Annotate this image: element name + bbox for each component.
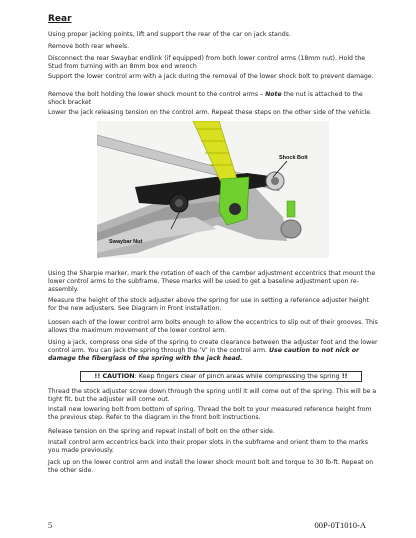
caution-label: CAUTION: [102, 372, 135, 380]
rear-suspension-photo: [97, 121, 329, 258]
caution-box: [80, 371, 362, 382]
step-remove-shock-bolt-note: the nut is attached to the shock bracket: [48, 91, 363, 107]
step-thread-stock-adjuster: Thread the stock adjuster screw down through the spring until it will come out of the spring. This will be a tight fit, but the adjuster will come out.: [48, 388, 377, 404]
compress-step-text: Using a jack, compress one side of the spring to create clearance between the adjuster foot and the lower control arm. You can jack the spring through the ‘V’ in the control arm.: [48, 339, 378, 355]
step-install-lowering-bolt: Install new lowering bolt from bottom of spring. Thread the bolt to your measured reference height from the previous step. Refer to the diagram in the front bolt instructions.: [48, 406, 372, 422]
step-disconnect-swaybar: Disconnect the rear Swaybar endlink (if equipped) from both lower control arms (18mm nut). Hold the Stud from turning with an 8mm box end wrench: [48, 55, 366, 71]
step-compress-spring: [48, 339, 378, 363]
step-install-shock-bolt: Jack up on the lower control arm and install the lower shock mount bolt and torque to 30 lb-ft. Repeat on the other side.: [48, 459, 374, 475]
step-release-tension: Release tension on the spring and repeat install of bolt on the other side.: [48, 428, 275, 435]
step-lower-jack: Lower the jack releasing tension on the control arm. Repeat these steps on the other side of the vehicle.: [48, 109, 372, 116]
green-shock-mount: [219, 177, 249, 225]
caution-suffix: !!: [341, 372, 348, 380]
ball-joint-body: [281, 220, 301, 238]
note-label: Note: [265, 91, 282, 98]
step-remove-wheels: Remove both rear wheels.: [48, 43, 130, 50]
step-install-eccentrics: Install control arm eccentrics back into their proper slots in the subframe and orient them to the marks you made previously.: [48, 439, 368, 455]
step-remove-shock-bolt-text: Remove the bolt holding the lower shock mount to the control arms –: [48, 91, 266, 98]
compress-step-warning: Use caution to not nick or damage the fiberglass of the spring with the jack head.: [48, 347, 360, 363]
swaybar-nut-hardware: [175, 199, 183, 207]
step-measure-adjuster: Measure the height of the stock adjuster above the spring for use in setting a reference adjuster height for the new adjusters. See Diagram in Front installation.: [48, 297, 369, 313]
shock-bolt-center: [271, 177, 279, 185]
page-number: 5: [48, 520, 53, 530]
step-jacking-points: Using proper jacking points, lift and support the rear of the car on jack stands.: [48, 31, 291, 38]
section-title: Rear: [48, 14, 72, 24]
caution-prefix: !!: [94, 372, 103, 380]
caution-text: : Keep fingers clear of pinch areas while compressing the spring: [134, 372, 342, 380]
shock-bolt-label: Shock Bolt: [279, 155, 308, 161]
step-loosen-bolts: Loosen each of the lower control arm bolts enough to allow the eccentrics to slip out of their grooves. This allows the maximum movement of the lower control arm.: [48, 319, 378, 335]
shock-bolt-head: [229, 203, 241, 215]
step-mark-eccentrics: Using the Sharpie marker, mark the rotation of each of the camber adjustment eccentrics that mount the lower control arms to the subframe. These marks will be used to get a baseline adjustment upon re-assembly.: [48, 270, 376, 294]
step-support-control-arm: Support the lower control arm with a jack during the removal of the lower shock bolt to prevent damage.: [48, 73, 374, 80]
ball-joint-stud: [287, 201, 295, 217]
document-code: 00P-0T1010-A: [314, 520, 366, 530]
step-remove-shock-bolt: [48, 91, 378, 107]
swaybar-nut-label: Swaybar Nut: [109, 239, 143, 245]
